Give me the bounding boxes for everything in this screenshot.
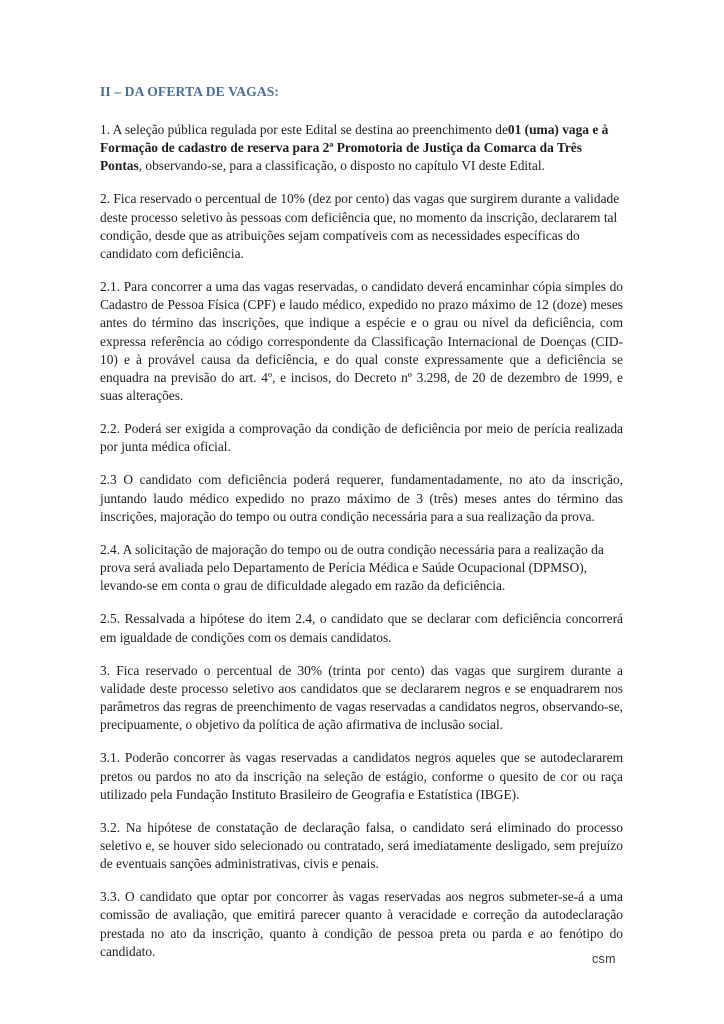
paragraph-1-bold: 01 (uma) vaga e à Formação de cadastro de reserva para 2ª Promotoria de Justiça da Comarca da Três Pontas xyxy=(100,121,609,174)
paragraph-1 xyxy=(100,121,623,175)
paragraph-3-2: 3.2. Na hipótese de constatação de declaração falsa, o candidato será eliminado do processo seletivo e, se houver sido selecionado ou contratado, será imediatamente desligado, sem prejuízo de eventuais sanções administrativas, civis e penais. xyxy=(100,819,623,872)
paragraph-1-lead: 1. A seleção pública regulada por este Edital se destina ao preenchimento de xyxy=(100,121,508,137)
paragraph-2-2: 2.2. Poderá ser exigida a comprovação da condição de deficiência por meio de perícia realizada por junta médica oficial. xyxy=(100,421,623,455)
paragraph-2-3: 2.3 O candidato com deficiência poderá requerer, fundamentadamente, no ato da inscrição, juntando laudo médico expedido no prazo máximo de 3 (três) meses antes do término das inscrições, majoração do tempo ou outra condição necessária para a sua realização da prova. xyxy=(100,472,623,524)
paragraph-1-tail: , observando-se, para a classificação, o disposto no capítulo VI deste Edital. xyxy=(138,158,545,174)
paragraph-2-4: 2.4. A solicitação de majoração do tempo ou de outra condição necessária para a realização da prova será avaliada pelo Departamento de Perícia Médica e Saúde Ocupacional (DPMSO), levando-se em conta o grau de dificuldade alegado em razão da deficiência. xyxy=(100,541,604,594)
footer-mark: csm xyxy=(592,952,616,966)
paragraph-3-3: 3.3. O candidato que optar por concorrer às vagas reservadas aos negros submeter-se-á a uma comissão de avaliação, que emitirá parecer quanto à veracidade e correção da autodeclaração prestada no ato da inscrição, quanto à condição de pessoa preta ou parda e ao fenótipo do candidato. xyxy=(100,889,623,959)
paragraph-2-5: 2.5. Ressalvada a hipótese do item 2.4, o candidato que se declarar com deficiência concorrerá em igualdade de condições com os demais candidatos. xyxy=(100,611,623,645)
paragraph-3-1: 3.1. Poderão concorrer às vagas reservadas a candidatos negros aqueles que se autodeclararem pretos ou pardos no ato da inscrição na seleção de estágio, conforme o quesito de cor ou raça utilizado pela Fundação Instituto Brasileiro de Geografia e Estatística (IBGE). xyxy=(100,750,623,802)
paragraph-2: 2. Fica reservado o percentual de 10% (dez por cento) das vagas que surgirem durante a validade deste processo seletivo às pessoas com deficiência que, no momento da inscrição, declararem tal condição, desde que as atribuições sejam compatíveis com as necessidades específicas do candidato com deficiência. xyxy=(100,191,620,261)
paragraph-2-1: 2.1. Para concorrer a uma das vagas reservadas, o candidato deverá encaminhar cópia simples do Cadastro de Pessoa Física (CPF) e laudo médico, expedido no prazo máximo de 12 (doze) meses antes do término das inscrições, que indique a espécie e o grau ou nível da deficiência, com expressa referência ao código correspondente da Classificação Internacional de Doenças (CID-10) e à provável causa da deficiência, e do qual conste expressamente que a deficiência se enquadra na previsão do art. 4º, e incisos, do Decreto nº 3.298, de 20 de dezembro de 1999, e suas alterações. xyxy=(100,279,623,404)
document-body xyxy=(100,84,623,976)
section-heading: II – DA OFERTA DE VAGAS: xyxy=(100,84,280,99)
paragraph-3: 3. Fica reservado o percentual de 30% (trinta por cento) das vagas que surgirem durante a validade deste processo seletivo aos candidatos que se declararem negros e se enquadrarem nos parâmetros das regras de preenchimento de vagas reservadas a candidatos negros, observando-se, precipuamente, o objetivo da política de ação afirmativa de inclusão social. xyxy=(100,662,623,733)
